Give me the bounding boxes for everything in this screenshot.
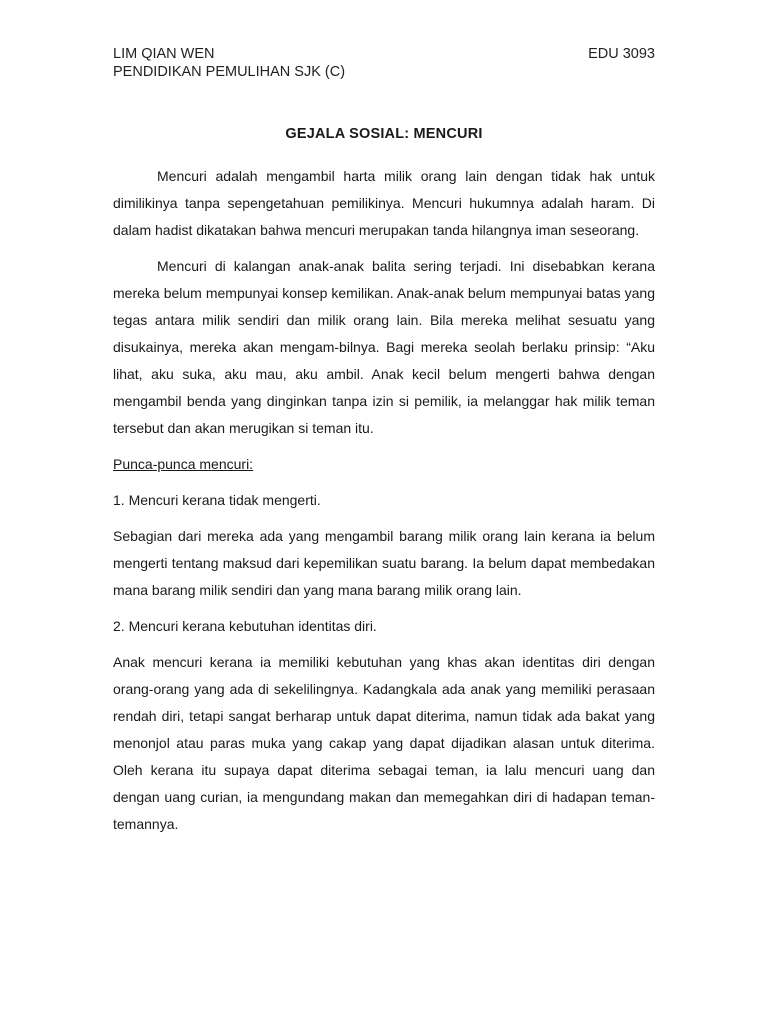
cause-1-heading: 1. Mencuri kerana tidak mengerti. xyxy=(113,492,321,508)
program-name: PENDIDIKAN PEMULIHAN SJK (C) xyxy=(113,64,346,80)
cause-2-text: Anak mencuri kerana ia memiliki kebutuhan yang khas akan identitas diri dengan orang-orang yang ada di sekelilingnya. Kadangkala ada anak yang memiliki perasaan rendah diri, tetapi sangat berharap untuk dapat diterima, namun tidak ada bakat yang menonjol atau paras muka yang cakap yang dapat dijadikan alasan untuk diterima. Oleh kerana itu supaya dapat diterima sebagai teman, ia lalu mencuri uang dan dengan uang curian, ia mengundang makan dan memegahkan diri di hadapan teman-temannya. xyxy=(113,654,655,832)
document-page xyxy=(113,0,655,1024)
course-code: EDU 3093 xyxy=(588,46,655,62)
document-body xyxy=(113,163,655,847)
paragraph-intro: Mencuri adalah mengambil harta milik orang lain dengan tidak hak untuk dimilikinya tanpa sepengetahuan pemilikinya. Mencuri hukumnya adalah haram. Di dalam hadist dikatakan bahwa mencuri merupakan tanda hilangnya iman seseorang. xyxy=(113,168,655,238)
cause-2-heading: 2. Mencuri kerana kebutuhan identitas diri. xyxy=(113,618,377,634)
cause-1-text: Sebagian dari mereka ada yang mengambil barang milik orang lain kerana ia belum mengerti tentang maksud dari kepemilikan suatu barang. Ia belum dapat membedakan mana barang milik sendiri dan yang mana barang milik orang lain. xyxy=(113,528,655,598)
document-header xyxy=(113,45,655,81)
header-row xyxy=(113,45,655,63)
causes-heading: Punca-punca mencuri: xyxy=(113,456,254,472)
paragraph-toddlers: Mencuri di kalangan anak-anak balita sering terjadi. Ini disebabkan kerana mereka belum mempunyai konsep kemilikan. Anak-anak belum mempunyai batas yang tegas antara milik sendiri dan milik orang lain. Bila mereka melihat sesuatu yang disukainya, mereka akan mengam-bilnya. Bagi mereka seolah berlaku prinsip: “Aku lihat, aku suka, aku mau, aku ambil. Anak kecil belum mengerti bahwa dengan mengambil benda yang dinginkan tanpa izin si pemilik, ia melanggar hak milik teman tersebut dan akan merugikan si teman itu. xyxy=(113,258,655,436)
author-name: LIM QIAN WEN xyxy=(113,46,215,62)
document-title: GEJALA SOSIAL: MENCURI xyxy=(285,126,483,142)
